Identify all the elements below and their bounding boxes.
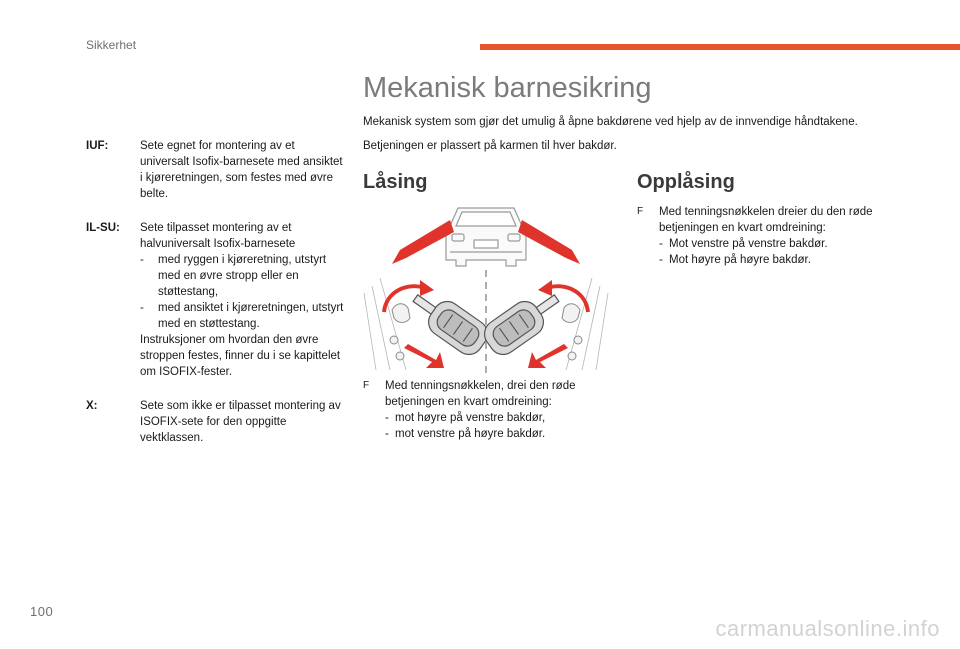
definition-term: X:	[86, 400, 98, 412]
dash-marker: -	[659, 254, 663, 266]
definition-sub-item	[140, 300, 346, 332]
locking-bullet	[363, 378, 608, 442]
unlocking-instructions	[637, 204, 897, 268]
heading-unlocking: Opplåsing	[637, 171, 735, 193]
bullet-icon: F	[637, 206, 644, 217]
rotate-arrow-right-head	[538, 280, 552, 296]
child-lock-illustration	[362, 198, 610, 376]
dash-marker: -	[140, 302, 144, 314]
intro-paragraph: Betjeningen er plassert på karmen til hver bakdør.	[363, 140, 617, 152]
bullet-icon: F	[363, 380, 370, 391]
definition-text: Sete tilpasset montering av et halvuniversalt Isofix-barnesete	[140, 222, 296, 250]
bullet-sub-item	[659, 236, 897, 252]
red-arrow-right	[518, 220, 580, 264]
sub-item-text: mot venstre på høyre bakdør.	[395, 428, 546, 440]
rotate-arrow-left-head	[420, 280, 434, 296]
sub-item-text: med ryggen i kjøreretning, utstyrt med en øvre stropp eller en støttestang,	[158, 254, 327, 298]
sub-item-text: med ansiktet i kjøreretningen, utstyrt med en støttestang.	[158, 302, 344, 330]
page-number: 100	[30, 604, 54, 619]
definition-sub-item	[140, 252, 346, 300]
unlocking-bullet	[637, 204, 897, 268]
door-lock-left	[390, 304, 410, 360]
bullet-content	[385, 378, 608, 442]
heading-locking: Låsing	[363, 171, 428, 193]
dash-marker: -	[659, 238, 663, 250]
bullet-sub-item	[659, 252, 897, 268]
door-lock-right	[562, 304, 582, 360]
isofix-definitions	[86, 138, 346, 464]
watermark: carmanualsonline.info	[715, 616, 940, 641]
definition-il-su	[86, 220, 346, 380]
red-arrow-bottom-right	[528, 344, 568, 368]
bullet-content	[659, 204, 897, 268]
definition-term: IL-SU:	[86, 222, 120, 234]
definition-term: IUF:	[86, 140, 109, 152]
bullet-text: Med tenningsnøkkelen dreier du den røde betjeningen en kvart omdreining:	[659, 206, 873, 234]
bullet-sub-item	[385, 426, 608, 442]
red-arrow-left	[392, 220, 454, 264]
car-rear-icon	[446, 208, 526, 266]
key-left-icon	[405, 283, 493, 360]
sub-item-text: Mot høyre på høyre bakdør.	[669, 254, 811, 266]
definition-content	[140, 220, 346, 380]
page-title: Mekanisk barnesikring	[363, 72, 652, 104]
dash-marker: -	[385, 428, 389, 440]
definition-x	[86, 398, 346, 446]
definition-text: Sete egnet for montering av et universalt Isofix-barnesete med ansiktet i kjøreretningen, som festes med øvre belte.	[140, 140, 343, 200]
dash-marker: -	[140, 254, 144, 266]
sub-item-text: mot høyre på venstre bakdør,	[395, 412, 546, 424]
definition-iuf	[86, 138, 346, 202]
locking-instructions	[363, 378, 608, 442]
definition-note: Instruksjoner om hvordan den øvre stroppen festes, finner du i se kapittelet om ISOFIX-fester.	[140, 334, 341, 378]
red-arrow-bottom-left	[404, 344, 444, 368]
header-accent-bar	[480, 44, 960, 50]
sub-item-text: Mot venstre på venstre bakdør.	[669, 238, 828, 250]
intro-paragraph: Mekanisk system som gjør det umulig å åpne bakdørene ved hjelp av de innvendige håndtakene.	[363, 116, 858, 128]
bullet-text: Med tenningsnøkkelen, drei den røde betjeningen en kvart omdreining:	[385, 380, 576, 408]
definition-text: Sete som ikke er tilpasset montering av ISOFIX-sete for den oppgitte vektklassen.	[140, 400, 341, 444]
section-label: Sikkerhet	[86, 38, 137, 52]
bullet-sub-item	[385, 410, 608, 426]
dash-marker: -	[385, 412, 389, 424]
key-right-icon	[479, 283, 567, 360]
